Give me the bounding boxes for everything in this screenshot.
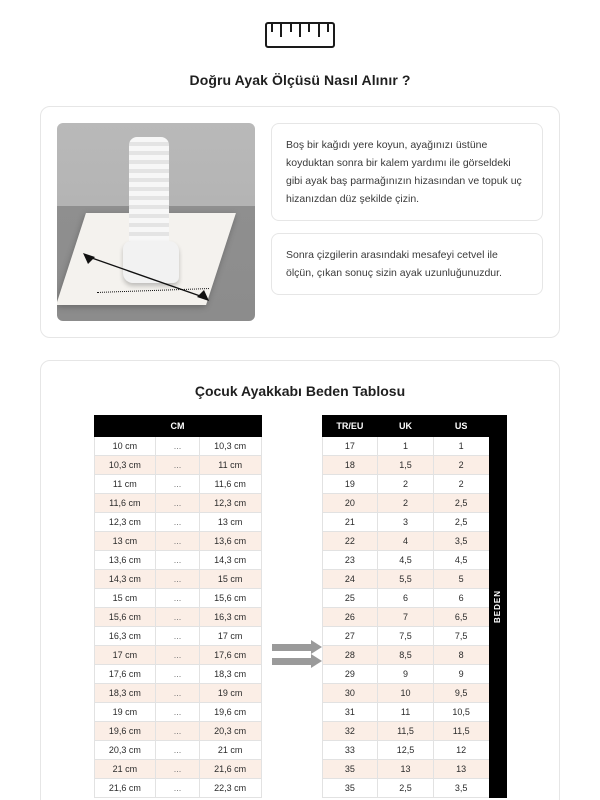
size-table-body <box>322 437 489 798</box>
table-row <box>322 722 489 741</box>
table-cell: 18,3 cm <box>199 665 261 684</box>
table-row <box>94 494 261 513</box>
foot-measure-photo <box>57 123 255 321</box>
table-cell: 10,3 cm <box>199 437 261 456</box>
table-cell: 33 <box>322 741 378 760</box>
ruler-tick <box>327 24 329 32</box>
ruler-tick <box>271 24 273 32</box>
table-row <box>322 741 489 760</box>
table-cell: 15,6 cm <box>199 589 261 608</box>
table-cell: 2,5 <box>378 779 434 798</box>
table-cell: 8 <box>433 646 489 665</box>
table-cell: 1 <box>433 437 489 456</box>
table-cell: 12,5 <box>378 741 434 760</box>
table-cell: ... <box>156 456 200 475</box>
table-row <box>94 646 261 665</box>
table-cell: 24 <box>322 570 378 589</box>
table-row <box>94 532 261 551</box>
table-cell: 5,5 <box>378 570 434 589</box>
table-cell: ... <box>156 475 200 494</box>
table-cell: 7,5 <box>378 627 434 646</box>
ruler-tick <box>290 24 292 32</box>
table-cell: 11 <box>378 703 434 722</box>
instruction-notes <box>271 123 543 321</box>
table-cell: 31 <box>322 703 378 722</box>
table-cell: ... <box>156 684 200 703</box>
table-cell: 2,5 <box>433 513 489 532</box>
size-table-column-header: TR/EU <box>322 416 378 437</box>
table-cell: 13,6 cm <box>199 532 261 551</box>
table-cell: 11 cm <box>199 456 261 475</box>
table-row <box>322 646 489 665</box>
table-cell: 3,5 <box>433 779 489 798</box>
table-cell: 11,5 <box>433 722 489 741</box>
table-cell: 2 <box>378 475 434 494</box>
sock-leg <box>129 137 169 249</box>
table-cell: 17 <box>322 437 378 456</box>
table-cell: 23 <box>322 551 378 570</box>
table-cell: 4,5 <box>433 551 489 570</box>
table-cell: 27 <box>322 627 378 646</box>
table-cell: ... <box>156 722 200 741</box>
table-cell: 19,6 cm <box>94 722 156 741</box>
table-cell: 3 <box>378 513 434 532</box>
table-row <box>94 703 261 722</box>
table-cell: 19 <box>322 475 378 494</box>
instruction-note-2: Sonra çizgilerin arasındaki mesafeyi cetvel ile ölçün, çıkan sonuç sizin ayak uzunluğunuzdur. <box>271 233 543 295</box>
table-cell: 25 <box>322 589 378 608</box>
table-cell: 12 <box>433 741 489 760</box>
table-cell: 32 <box>322 722 378 741</box>
page-title: Doğru Ayak Ölçüsü Nasıl Alınır ? <box>189 72 411 88</box>
table-cell: 9,5 <box>433 684 489 703</box>
table-row <box>322 760 489 779</box>
size-table <box>322 415 490 798</box>
table-row <box>322 551 489 570</box>
table-cell: 11,5 <box>378 722 434 741</box>
table-cell: 1,5 <box>378 456 434 475</box>
table-row <box>94 779 261 798</box>
table-cell: ... <box>156 665 200 684</box>
table-cell: 10 cm <box>94 437 156 456</box>
ruler-icon-wrap <box>0 0 600 48</box>
table-cell: ... <box>156 437 200 456</box>
ruler-tick <box>308 24 310 32</box>
table-cell: 1 <box>378 437 434 456</box>
cm-table-header-row <box>94 416 261 437</box>
table-row <box>322 494 489 513</box>
table-cell: 4 <box>378 532 434 551</box>
table-row <box>94 456 261 475</box>
table-cell: 17,6 cm <box>94 665 156 684</box>
table-cell: 14,3 cm <box>94 570 156 589</box>
table-row <box>322 703 489 722</box>
table-cell: 19,6 cm <box>199 703 261 722</box>
arrow-group <box>262 644 322 665</box>
table-row <box>94 608 261 627</box>
table-cell: 29 <box>322 665 378 684</box>
table-row <box>94 475 261 494</box>
table-cell: 22 <box>322 532 378 551</box>
table-cell: 6 <box>378 589 434 608</box>
table-cell: 16,3 cm <box>94 627 156 646</box>
table-cell: ... <box>156 589 200 608</box>
table-cell: 20,3 cm <box>199 722 261 741</box>
table-cell: 13 cm <box>199 513 261 532</box>
table-cell: 21 <box>322 513 378 532</box>
table-cell: 6,5 <box>433 608 489 627</box>
table-cell: 19 cm <box>94 703 156 722</box>
table-cell: ... <box>156 513 200 532</box>
arrow-right-icon <box>272 644 312 651</box>
table-cell: 11 cm <box>94 475 156 494</box>
table-cell: 4,5 <box>378 551 434 570</box>
table-row <box>94 551 261 570</box>
table-cell: ... <box>156 570 200 589</box>
table-row <box>322 532 489 551</box>
table-cell: 7 <box>378 608 434 627</box>
table-cell: 2,5 <box>433 494 489 513</box>
table-cell: 2 <box>378 494 434 513</box>
cm-table <box>94 415 262 798</box>
table-row <box>322 513 489 532</box>
measure-guide-card <box>40 106 560 338</box>
table-cell: 12,3 cm <box>94 513 156 532</box>
table-row <box>322 684 489 703</box>
table-cell: 19 cm <box>199 684 261 703</box>
table-cell: 10,3 cm <box>94 456 156 475</box>
table-cell: 18 <box>322 456 378 475</box>
ruler-tick <box>318 24 320 37</box>
beden-side-label-text: BEDEN <box>493 589 502 623</box>
table-cell: ... <box>156 608 200 627</box>
table-row <box>94 570 261 589</box>
table-cell: ... <box>156 532 200 551</box>
table-cell: 18,3 cm <box>94 684 156 703</box>
cm-table-header: CM <box>94 416 261 437</box>
table-row <box>94 437 261 456</box>
table-cell: 3,5 <box>433 532 489 551</box>
table-cell: 26 <box>322 608 378 627</box>
table-cell: 30 <box>322 684 378 703</box>
table-row <box>322 570 489 589</box>
table-cell: 14,3 cm <box>199 551 261 570</box>
ruler-tick <box>280 24 282 37</box>
table-cell: ... <box>156 627 200 646</box>
table-row <box>94 627 261 646</box>
table-row <box>322 475 489 494</box>
table-row <box>322 437 489 456</box>
table-cell: 13,6 cm <box>94 551 156 570</box>
table-cell: 6 <box>433 589 489 608</box>
table-cell: ... <box>156 494 200 513</box>
table-cell: 13 cm <box>94 532 156 551</box>
table-cell: 35 <box>322 760 378 779</box>
table-cell: 20,3 cm <box>94 741 156 760</box>
table-row <box>94 589 261 608</box>
table-cell: 11,6 cm <box>199 475 261 494</box>
table-row <box>94 665 261 684</box>
table-cell: 21,6 cm <box>94 779 156 798</box>
ruler-tick <box>299 24 301 37</box>
size-table-header-row <box>322 416 489 437</box>
table-cell: ... <box>156 646 200 665</box>
table-cell: 2 <box>433 475 489 494</box>
measure-arrow-icon <box>83 251 209 307</box>
table-row <box>322 589 489 608</box>
table-cell: 13 <box>433 760 489 779</box>
table-cell: 21 cm <box>199 741 261 760</box>
table-cell: 12,3 cm <box>199 494 261 513</box>
table-cell: 17 cm <box>94 646 156 665</box>
table-cell: 11,6 cm <box>94 494 156 513</box>
table-cell: 20 <box>322 494 378 513</box>
table-cell: ... <box>156 741 200 760</box>
table-row <box>322 779 489 798</box>
table-cell: 2 <box>433 456 489 475</box>
table-cell: 8,5 <box>378 646 434 665</box>
table-cell: 16,3 cm <box>199 608 261 627</box>
table-cell: ... <box>156 703 200 722</box>
table-row <box>322 456 489 475</box>
table-cell: 9 <box>378 665 434 684</box>
table-cell: ... <box>156 760 200 779</box>
table-cell: 28 <box>322 646 378 665</box>
table-cell: 35 <box>322 779 378 798</box>
table-row <box>322 608 489 627</box>
table-cell: 17,6 cm <box>199 646 261 665</box>
table-cell: 15 cm <box>199 570 261 589</box>
table-cell: 13 <box>378 760 434 779</box>
ruler-icon <box>265 22 335 48</box>
size-table-with-label <box>322 415 507 798</box>
table-row <box>94 760 261 779</box>
table-cell: 21 cm <box>94 760 156 779</box>
table-cell: ... <box>156 779 200 798</box>
table-cell: 15,6 cm <box>94 608 156 627</box>
table-row <box>322 627 489 646</box>
size-table-column-header: UK <box>378 416 434 437</box>
table-cell: 17 cm <box>199 627 261 646</box>
size-table-title: Çocuk Ayakkabı Beden Tablosu <box>194 383 406 399</box>
table-cell: 21,6 cm <box>199 760 261 779</box>
table-cell: 15 cm <box>94 589 156 608</box>
table-cell: 22,3 cm <box>199 779 261 798</box>
instruction-note-1: Boş bir kağıdı yere koyun, ayağınızı üstüne koyduktan sonra bir kalem yardımı ile görseldeki gibi ayak baş parmağınızın hizasından ve topuk uç hizanızdan düz şekilde çizin. <box>271 123 543 221</box>
table-row <box>94 684 261 703</box>
table-row <box>94 513 261 532</box>
table-cell: 5 <box>433 570 489 589</box>
size-tables <box>57 415 543 798</box>
beden-side-label <box>489 415 507 798</box>
table-row <box>322 665 489 684</box>
table-cell: 10 <box>378 684 434 703</box>
table-row <box>94 741 261 760</box>
cm-table-body <box>94 437 261 798</box>
size-table-card <box>40 360 560 800</box>
size-table-column-header: US <box>433 416 489 437</box>
table-row <box>94 722 261 741</box>
arrow-right-icon <box>272 658 312 665</box>
table-cell: 10,5 <box>433 703 489 722</box>
table-cell: ... <box>156 551 200 570</box>
table-cell: 7,5 <box>433 627 489 646</box>
table-cell: 9 <box>433 665 489 684</box>
